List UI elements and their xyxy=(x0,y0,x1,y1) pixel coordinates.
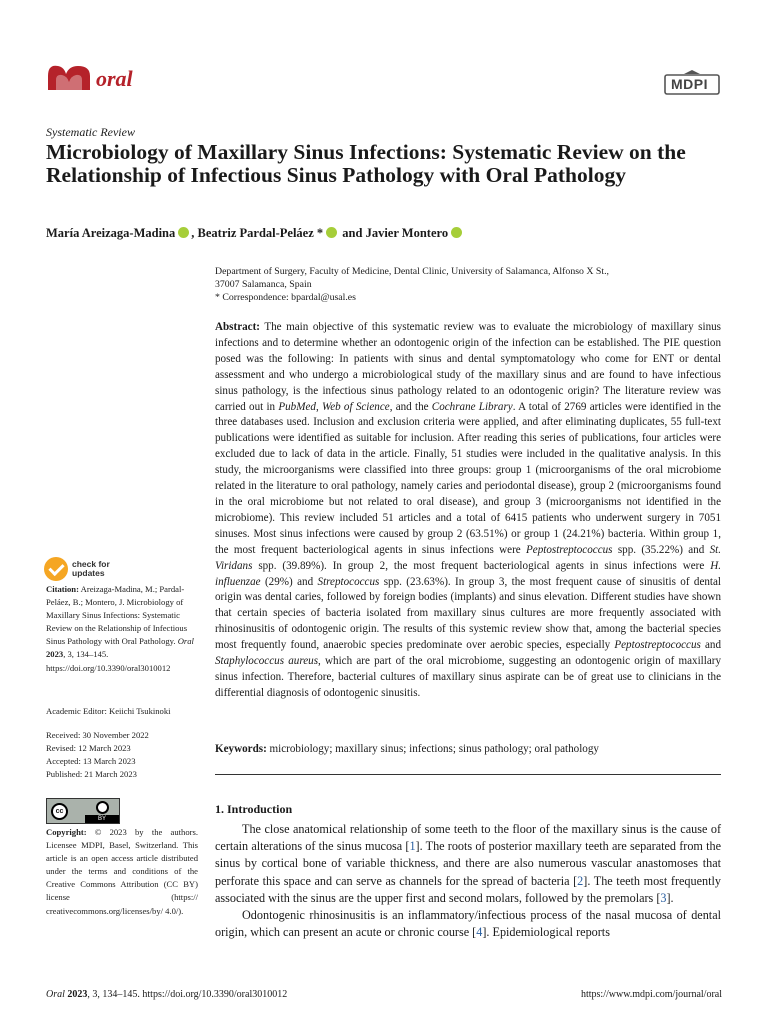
orcid-icon[interactable] xyxy=(178,227,189,238)
reference-link[interactable]: 1 xyxy=(409,839,416,854)
affiliations xyxy=(215,265,735,304)
author-name: Beatriz Pardal-Peláez * xyxy=(197,226,324,240)
author-name: Javier Montero xyxy=(365,226,449,240)
affiliation-line: Department of Surgery, Faculty of Medicine, Dental Clinic, University of Salamanca, Alfonso X St., xyxy=(215,266,609,277)
divider xyxy=(215,774,721,775)
keywords-label: Keywords: xyxy=(215,743,267,755)
publication-dates xyxy=(46,729,198,781)
orcid-icon[interactable] xyxy=(326,227,337,238)
check-icon xyxy=(44,557,68,581)
cc-by-license-badge[interactable]: cc BY xyxy=(46,798,120,824)
keywords: Keywords: microbiology; maxillary sinus; infections; sinus pathology; oral pathology xyxy=(215,743,599,755)
abstract-label: Abstract: xyxy=(215,321,260,333)
attribution-icon xyxy=(96,801,109,814)
journal-name: oral xyxy=(96,66,133,91)
paragraph: The close anatomical relationship of some teeth to the floor of the maxillary sinus is the cause of certain alterations of the sinus mucosa [1]. The roots of posterior maxillary teeth are separated from the sinus by cortical bone of variable thickness, and there are also numerous vascular anastomoses that perforate this space and can serve as channels for the spread of bacteria [2]. The teeth most frequently associated with the sinus are the upper first and second molars, followed by the premolars [3]. xyxy=(215,822,721,905)
introduction-body xyxy=(215,821,721,941)
published-date: Published: 21 March 2023 xyxy=(46,769,137,780)
copyright-notice: Copyright: © 2023 by the authors. Licensee MDPI, Basel, Switzerland. This article is an open access article distributed under the terms and conditions of the Creative Commons Attribution (CC BY) license (https:// creativecommons.org/licenses/by/ 4.0/). xyxy=(46,827,198,916)
author-name: María Areizaga-Madina xyxy=(46,226,176,240)
journal-logo-icon xyxy=(46,62,92,92)
footer-citation: Oral 2023, 3, 134–145. https://doi.org/10.3390/oral3010012 xyxy=(46,989,288,1000)
reference-link[interactable]: 4 xyxy=(476,925,483,940)
check-for-updates-button[interactable]: check for updates xyxy=(44,557,110,581)
author-list: María Areizaga-Madina , Beatriz Pardal-Peláez * and Javier Montero xyxy=(46,226,464,241)
citation: Citation: Areizaga-Madina, M.; Pardal-Peláez, B.; Montero, J. Microbiology of Maxillary Sinus Infections: Systematic Review on the Relationship of Infectious Sinus Pathology with Oral Pathology. Oral 2023, 3, 134–145. https://doi.org/10.3390/oral3010012 xyxy=(46,584,194,673)
creative-commons-icon: cc xyxy=(51,803,68,820)
abstract: Abstract: The main objective of this systematic review was to evaluate the microbiology of maxillary sinus infections and to determine whether an odontogenic origin of the infection can be established. The PIE question posed was the following: In patients with sinus and dental symptomatology who come for ENT or dental assessment and who undergo a microbiological study of the maxillary sinus and are found to have infectious sinus pathology, is the infectious sinus pathology related to an odontogenic origin? The literature review was carried out in PubMed, Web of Science, and the Cochrane Library. A total of 2769 articles were identified in the three databases used. Inclusion and exclusion criteria were applied, and after eliminating duplicates, 55 full-text publications were identified as suitable for inclusion. After reading this series of publications, four articles were excluded due to lack of data in the article. Finally, 51 studies were included in the qualitative analysis. In this study, the microorganisms were classified into three groups: group 1 (microorganisms of the oral microbiome related in the literature to oral pathology, namely caries and periodontal disease), group 2 (microorganisms found in the oral microbiome but not related to oral disease), and group 3 (microorganisms not identified in the microbiome). This review included 51 articles and a total of 6415 patients who underwent surgery in 7051 sinuses. Most sinus infections were caused by group 2 (63.51%) or group 1 (24.21%) bacteria. Within group 1, the most frequent bacteriological agents in sinus infections were Peptostreptococcus spp. (35.22%) and St. Viridans spp. (39.89%). In group 2, the most frequent bacteriological agents in sinus infections were H. influenzae (29%) and Streptococcus spp. (23.63%). In group 3, the most frequent cause of sinusitis of dental origin was dental caries, followed by foreign bodies (implants) and sinus elevation. Different studies have shown that certain species of bacteria isolated from maxillary sinus cultures are more frequently associated with rhinosinusitis of odontogenic origin. The results of this systemic review show that, among the bacterial species most frequently found, anaerobic species predominate over aerobic species, especially Peptostreptococcus and Staphylococcus aureus, which are part of the oral microbiome, suggesting an odontogenic origin of maxillary sinus infection. Therefore, bacterial cultures of maxillary sinus aspirate can be of great use to clinicians in the differential diagnosis of odontogenic sinusitis. xyxy=(215,321,722,699)
paragraph: Odontogenic rhinosinusitis is an inflammatory/infectious process of the nasal mucosa of dental origin, which can present an acute or chronic course [4]. Epidemiological reports xyxy=(215,908,721,940)
affiliation-line: 37007 Salamanca, Spain xyxy=(215,279,312,290)
accepted-date: Accepted: 13 March 2023 xyxy=(46,756,136,767)
publisher-name: MDPI xyxy=(671,76,708,92)
publisher-logo xyxy=(664,68,720,96)
received-date: Received: 30 November 2022 xyxy=(46,730,149,740)
article-type: Systematic Review xyxy=(46,125,135,139)
footer-journal-url[interactable]: https://www.mdpi.com/journal/oral xyxy=(580,989,722,1000)
orcid-icon[interactable] xyxy=(451,227,462,238)
reference-link[interactable]: 2 xyxy=(577,873,584,888)
revised-date: Revised: 12 March 2023 xyxy=(46,743,131,754)
section-heading: 1. Introduction xyxy=(215,802,293,816)
academic-editor: Academic Editor: Keiichi Tsukinoki xyxy=(46,706,171,716)
reference-link[interactable]: 3 xyxy=(660,890,667,905)
article-title: Microbiology of Maxillary Sinus Infections: Systematic Review on the Relationship of Infectious Sinus Pathology with Oral Pathology xyxy=(46,140,686,187)
correspondence: * Correspondence: bpardal@usal.es xyxy=(215,292,356,303)
